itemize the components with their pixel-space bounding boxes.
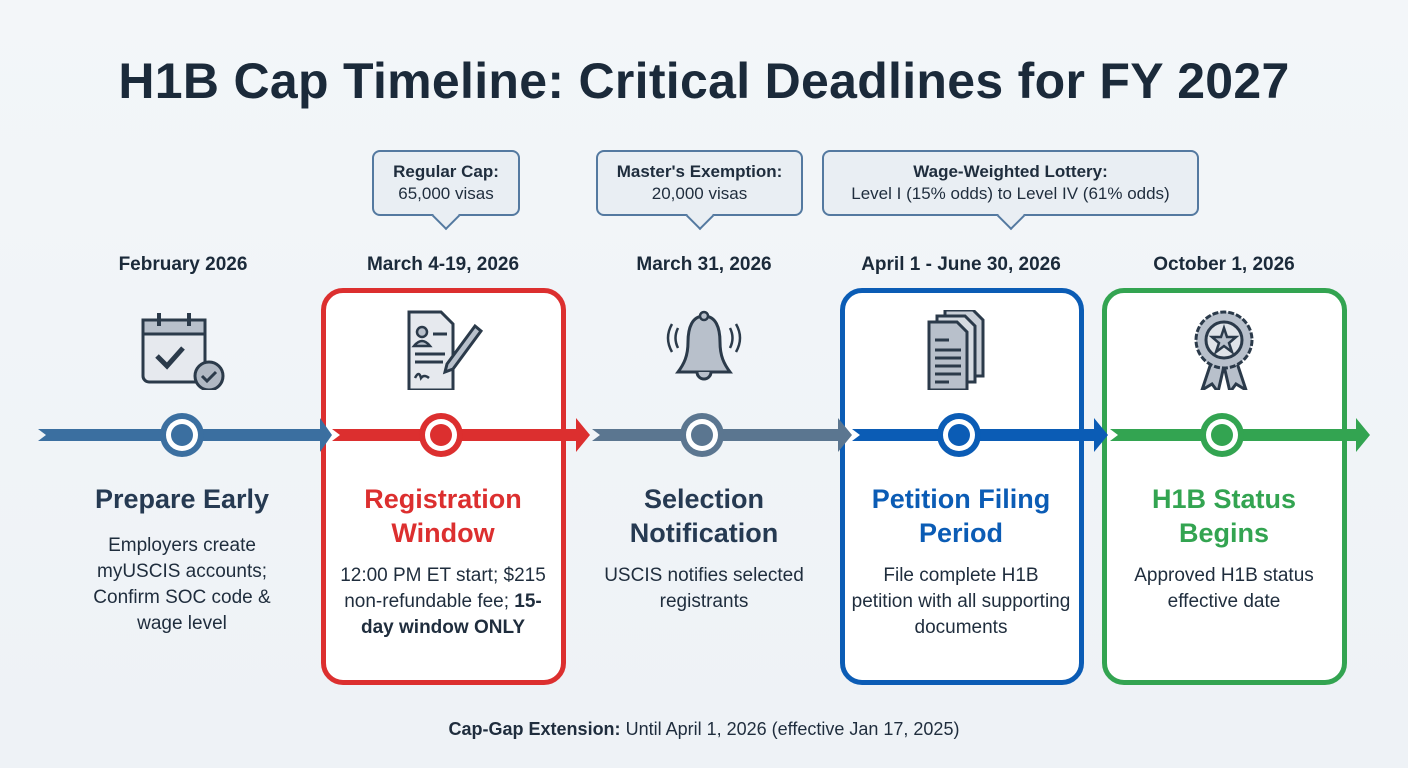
award-ribbon-icon xyxy=(1174,310,1274,390)
timeline-node-5 xyxy=(1200,413,1244,457)
footer-note xyxy=(0,719,1408,740)
stage-title-line: Registration xyxy=(364,484,522,514)
stage-title xyxy=(323,482,563,550)
stage-description: USCIS notifies selected registrants xyxy=(604,565,804,612)
bell-icon xyxy=(654,310,754,390)
stage-title xyxy=(62,482,302,516)
timeline-node-2 xyxy=(419,413,463,457)
calendar-check-icon xyxy=(133,310,233,390)
documents-icon xyxy=(911,310,1011,390)
callout-value: 65,000 visas xyxy=(398,184,494,203)
stage-title-line: Petition Filing xyxy=(871,484,1051,514)
timeline-node-1 xyxy=(160,413,204,457)
callout-wage-lottery xyxy=(822,150,1199,216)
stage-title-line: Selection xyxy=(643,484,765,514)
footer-text: Until April 1, 2026 (effective Jan 17, 2025) xyxy=(625,719,960,739)
footer-label: Cap-Gap Extension: xyxy=(448,719,621,739)
stage-title xyxy=(584,482,824,550)
stage-description: File complete H1B petition with all supporting documents xyxy=(851,565,1071,638)
stage-date: February 2026 xyxy=(118,254,248,275)
callout-masters-exemption xyxy=(596,150,803,216)
timeline-node-4 xyxy=(937,413,981,457)
stage-description: Employers create myUSCIS accounts; Confirm SOC code & wage level xyxy=(93,535,271,634)
stage-title-line: Begins xyxy=(1178,518,1270,548)
callout-label: Regular Cap: xyxy=(393,162,499,181)
stage-title xyxy=(841,482,1081,550)
page-title: H1B Cap Timeline: Critical Deadlines for FY 2027 xyxy=(118,53,1290,109)
callout-regular-cap xyxy=(372,150,520,216)
stage-date: March 31, 2026 xyxy=(636,254,772,275)
callout-label: Master's Exemption: xyxy=(616,162,783,181)
timeline-node-3 xyxy=(680,413,724,457)
stage-date: March 4-19, 2026 xyxy=(366,254,520,275)
stage-title-line: Notification xyxy=(629,518,779,548)
callout-label: Wage-Weighted Lottery: xyxy=(913,162,1108,181)
stage-date: October 1, 2026 xyxy=(1153,254,1295,275)
stage-description: Approved H1B status effective date xyxy=(1134,565,1314,612)
callout-value: 20,000 visas xyxy=(651,184,748,203)
callout-value: Level I (15% odds) to Level IV (61% odds) xyxy=(851,184,1170,203)
stage-description xyxy=(333,563,553,641)
stage-title xyxy=(1104,482,1344,550)
stage-title-line: H1B Status xyxy=(1151,484,1297,514)
stage-title-line: Window xyxy=(391,518,495,548)
document-sign-icon xyxy=(395,310,495,390)
stage-title-line: Period xyxy=(918,518,1004,548)
stage-date: April 1 - June 30, 2026 xyxy=(861,254,1061,275)
stage-title-line: Prepare Early xyxy=(94,484,270,514)
stage-desc-bold: 15-day window ONLY xyxy=(361,591,542,638)
stage-desc-text: 12:00 PM ET start; $215 non-refundable fee; xyxy=(340,565,546,612)
timeline-arrow xyxy=(0,400,1408,470)
